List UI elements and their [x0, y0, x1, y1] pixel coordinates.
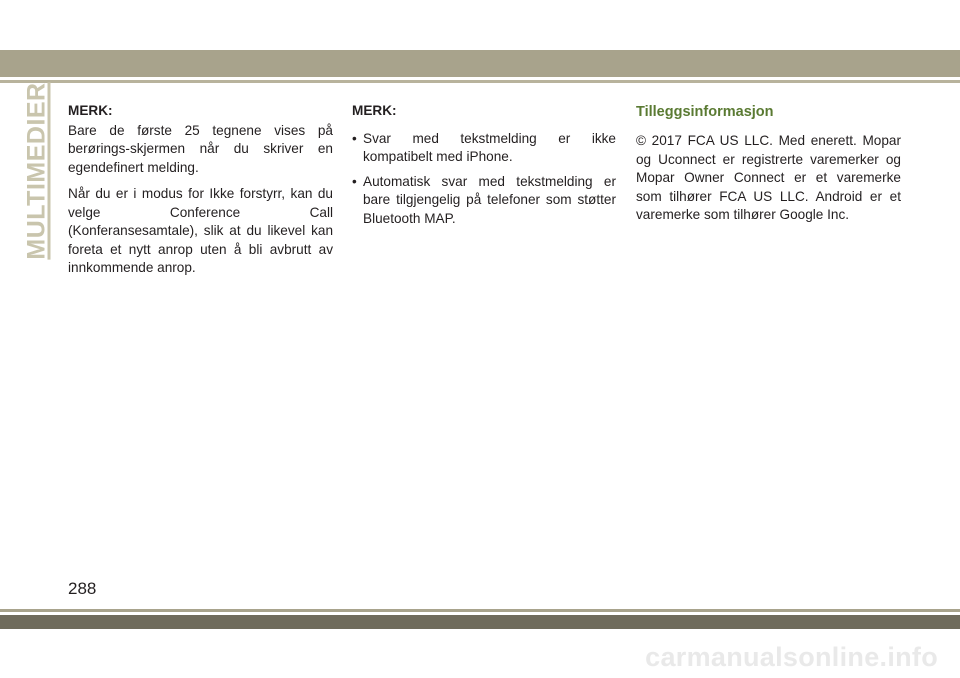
bullet-icon: •	[352, 130, 357, 146]
footer-rule	[0, 609, 960, 612]
column-1	[68, 102, 333, 286]
list-item: • Svar med tekstmelding er ikke kompatibelt med iPhone.	[352, 130, 616, 164]
bullet-icon: •	[352, 173, 357, 189]
paragraph: © 2017 FCA US LLC. Med enerett. Mopar og Uconnect er registrerte varemerker og Mopar Owner Connect er et varemerke som tilhører FCA US LLC. Android er et varemerke som tilhører Google Inc.	[636, 133, 901, 222]
section-side-tab	[22, 82, 52, 260]
section-title: Tilleggsinformasjon	[636, 104, 774, 120]
paragraph: Når du er i modus for Ikke forstyrr, kan du velge Conference Call (Konferansesamtale), slik at du likevel kan foreta et nytt anrop uten å bli avbrutt av innkommende anrop.	[68, 186, 333, 275]
column-2	[352, 102, 616, 234]
watermark: carmanualsonline.info	[645, 642, 938, 672]
note-label: MERK:	[68, 103, 113, 118]
footer-band	[0, 615, 960, 629]
list-item: • Automatisk svar med tekstmelding er bare tilgjengelig på telefoner som støtter Bluetooth MAP.	[352, 173, 616, 226]
header-rule	[0, 80, 960, 83]
page-number: 288	[68, 579, 97, 598]
header-band	[0, 50, 960, 77]
paragraph: Bare de første 25 tegnene vises på berørings-skjermen når du skriver en egendefinert melding.	[68, 122, 333, 175]
section-side-tab-label: MULTIMEDIER	[22, 82, 51, 260]
note-label: MERK:	[352, 103, 397, 118]
column-3	[636, 102, 901, 233]
bullet-list	[352, 130, 616, 229]
